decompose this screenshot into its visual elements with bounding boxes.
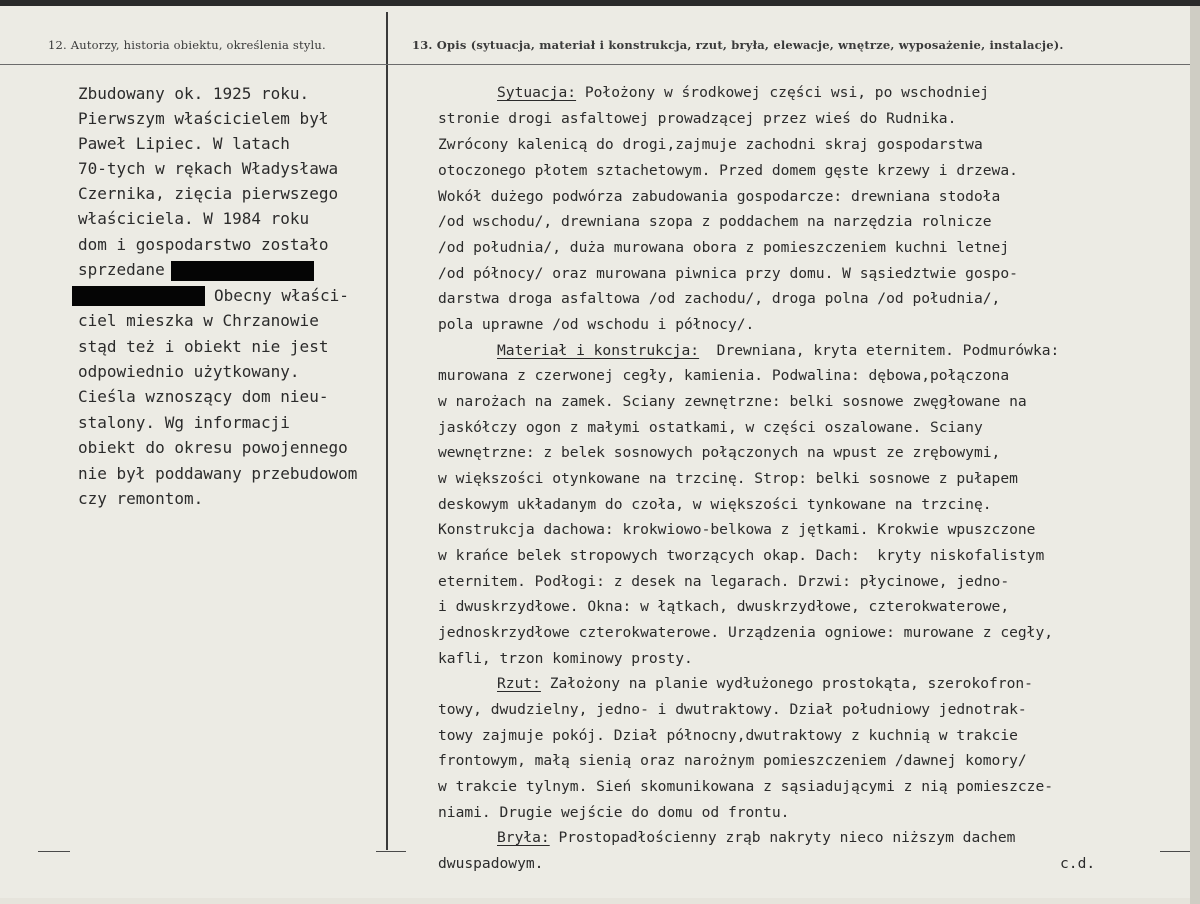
description-line: pola uprawne /od wschodu i północy/. <box>438 316 755 333</box>
footer-dash <box>1160 851 1190 852</box>
header-rule <box>0 64 1190 65</box>
footer-dash <box>376 851 406 852</box>
rzut-label: Rzut: <box>497 675 541 692</box>
material-label: Materiał i konstrukcja: <box>497 342 700 359</box>
description-line: w większości otynkowane na trzcinę. Strop: belki sosnowe z pułapem <box>438 470 1018 487</box>
line-text: Założony na planie wydłużonego prostokąta, szerokofron- <box>540 675 1033 692</box>
continued-note: c.d. <box>1060 855 1096 872</box>
description-line: darstwa droga asfaltowa /od zachodu/, droga polna /od południa/, <box>438 290 1001 307</box>
history-line: sprzedane <box>78 260 165 279</box>
history-line: odpowiednio użytkowany. <box>78 362 300 381</box>
description-line: dwuspadowym. <box>438 855 544 872</box>
description-line: /od północy/ oraz murowana piwnica przy domu. W sąsiedztwie gospo- <box>438 265 1018 282</box>
redaction-bar <box>171 261 314 281</box>
description-line: w trakcie tylnym. Sień skomunikowana z sąsiadującymi z nią pomieszcze- <box>438 778 1054 795</box>
description-line: murowana z czerwonej cegły, kamienia. Podwalina: dębowa,połączona <box>438 367 1010 384</box>
history-line: Pierwszym właścicielem był <box>78 109 329 128</box>
description-line <box>497 829 1015 846</box>
description-line: Konstrukcja dachowa: krokwiowo-belkowa z jętkami. Krokwie wpuszczone <box>438 521 1036 538</box>
description-line: jaskółczy ogon z małymi ostatkami, w części oszalowane. Sciany <box>438 419 983 436</box>
history-line: 70-tych w rękach Władysława <box>78 159 339 178</box>
description-line: w narożach na zamek. Sciany zewnętrzne: belki sosnowe zwęgłowane na <box>438 393 1027 410</box>
history-line: Czernika, zięcia pierwszego <box>78 184 339 203</box>
description-line: niami. Drugie wejście do domu od frontu. <box>438 804 790 821</box>
line-text: Położony w środkowej części wsi, po wschodniej <box>576 84 990 101</box>
description-line: i dwuskrzydłowe. Okna: w łątkach, dwuskrzydłowe, czterokwaterowe, <box>438 598 1010 615</box>
history-line: Zbudowany ok. 1925 roku. <box>78 84 310 103</box>
line-text: Prostopadłościenny zrąb nakryty nieco niższym dachem <box>549 829 1016 846</box>
description-line: wewnętrzne: z belek sosnowych połączonych na wpust ze zrębowymi, <box>438 444 1001 461</box>
description-line: w krańce belek stropowych tworzących okap. Dach: kryty niskofalistym <box>438 547 1045 564</box>
history-line: ciel mieszka w Chrzanowie <box>78 311 319 330</box>
description-line: /od wschodu/, drewniana szopa z poddachem na narzędzia rolnicze <box>438 213 992 230</box>
description-line: Wokół dużego podwórza zabudowania gospodarcze: drewniana stodoła <box>438 188 1001 205</box>
history-line: obiekt do okresu powojennego <box>78 438 348 457</box>
column-divider <box>386 12 388 850</box>
sytuacja-label: Sytuacja: <box>497 84 577 101</box>
footer-dash <box>38 851 70 852</box>
history-line: stąd też i obiekt nie jest <box>78 337 329 356</box>
sheet-edge <box>1190 6 1200 904</box>
description-line: stronie drogi asfaltowej prowadzącej przez wieś do Rudnika. <box>438 110 957 127</box>
description-line: kafli, trzon kominowy prosty. <box>438 650 693 667</box>
description-line <box>497 84 989 101</box>
section-13-heading: 13. Opis (sytuacja, materiał i konstrukcja, rzut, bryła, elewacje, wnętrze, wyposażenie, instalacje). <box>412 38 1064 52</box>
history-line: nie był poddawany przebudowom <box>78 464 358 483</box>
line-text: Drewniana, kryta eternitem. Podmurówka: <box>699 342 1060 359</box>
section-12-heading: 12. Autorzy, historia obiektu, określenia stylu. <box>48 38 326 52</box>
history-line: czy remontom. <box>78 489 204 508</box>
description-line: Zwrócony kalenicą do drogi,zajmuje zachodni skraj gospodarstwa <box>438 136 983 153</box>
history-line: Obecny właści- <box>214 286 349 305</box>
description-line: deskowym układanym do czoła, w większości tynkowane na trzcinę. <box>438 496 992 513</box>
history-line: Cieśla wznoszący dom nieu- <box>78 387 329 406</box>
description-line <box>497 675 1033 692</box>
bryla-label: Bryła: <box>497 829 550 846</box>
description-line: /od południa/, duża murowana obora z pomieszczeniem kuchni letnej <box>438 239 1010 256</box>
description-line <box>497 342 1059 359</box>
history-line: dom i gospodarstwo zostało <box>78 235 329 254</box>
description-line: otoczonego płotem sztachetowym. Przed domem gęste krzewy i drzewa. <box>438 162 1018 179</box>
description-line: towy zajmuje pokój. Dział północny,dwutraktowy z kuchnią w trakcie <box>438 727 1018 744</box>
history-line: stalony. Wg informacji <box>78 413 290 432</box>
redaction-bar <box>72 286 205 306</box>
description-line: frontowym, małą sienią oraz narożnym pomieszczeniem /dawnej komory/ <box>438 752 1027 769</box>
history-line: Paweł Lipiec. W latach <box>78 134 290 153</box>
description-line: jednoskrzydłowe czterokwaterowe. Urządzenia ogniowe: murowane z cegły, <box>438 624 1054 641</box>
description-line: towy, dwudzielny, jedno- i dwutraktowy. Dział południowy jednotrak- <box>438 701 1027 718</box>
description-line: eternitem. Podłogi: z desek na legarach. Drzwi: płycinowe, jedno- <box>438 573 1010 590</box>
history-line: właściciela. W 1984 roku <box>78 209 310 228</box>
